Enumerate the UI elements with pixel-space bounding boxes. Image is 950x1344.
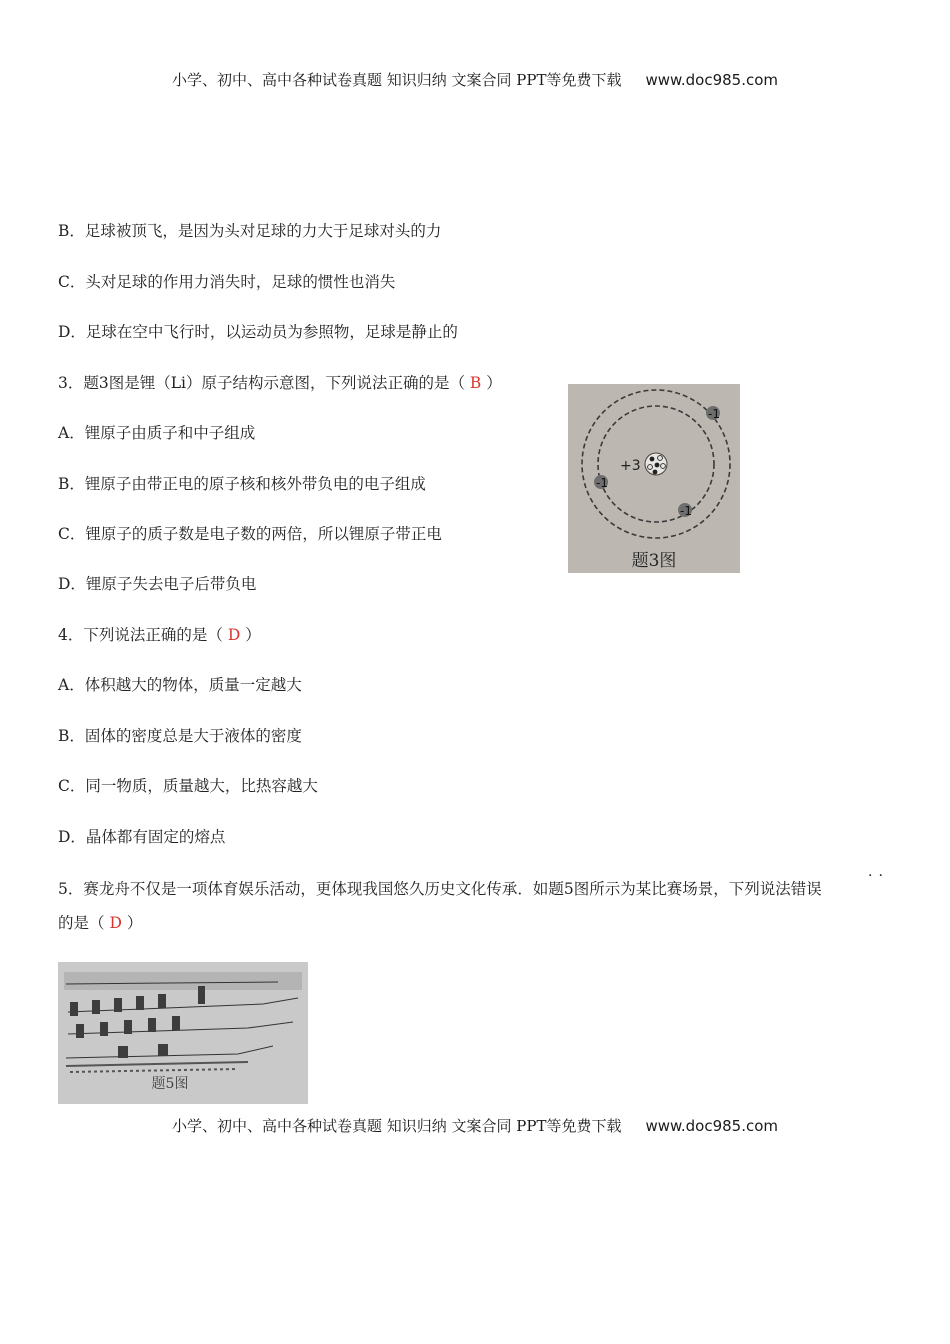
q4-option-b: B．固体的密度总是大于液体的密度 <box>58 727 302 745</box>
q4-stem-text: 4．下列说法正确的是（ <box>58 626 223 644</box>
q4-option-c: C．同一物质，质量越大，比热容越大 <box>58 777 318 795</box>
q2-option-c: C．头对足球的作用力消失时，足球的惯性也消失 <box>58 273 396 291</box>
svg-text:-1: -1 <box>708 407 720 421</box>
q5-stem-line1: 5．赛龙舟不仅是一项体育娱乐活动，更体现我国悠久历史文化传承．如题5图所示为某比赛场景，下列说法错误 <box>58 880 822 898</box>
q3-answer: B <box>469 374 482 392</box>
page-footer <box>0 1115 950 1136</box>
svg-text:-1: -1 <box>596 476 608 490</box>
emphasis-dots: ·· <box>868 868 889 884</box>
q2-option-d: D．足球在空中飞行时，以运动员为参照物，足球是静止的 <box>58 323 458 341</box>
q3-stem <box>58 373 502 393</box>
q5-close-paren: ） <box>126 914 143 932</box>
q3-option-b: B．锂原子由带正电的原子核和核外带负电的电子组成 <box>58 475 426 493</box>
q2-option-b: B．足球被顶飞，是因为头对足球的力大于足球对头的力 <box>58 222 442 240</box>
q3-option-d: D．锂原子失去电子后带负电 <box>58 575 257 593</box>
figure5-caption: 题5图 <box>151 1076 189 1092</box>
header-text: 小学、初中、高中各种试卷真题 知识归纳 文案合同 PPT等免费下载 <box>171 71 622 89</box>
q3-close-paren: ） <box>486 374 502 392</box>
electron-3 <box>678 503 692 518</box>
figure3-caption: 题3图 <box>631 551 677 571</box>
q5-answer: D <box>109 914 122 932</box>
electron-2 <box>594 475 608 490</box>
header-site-link[interactable]: www.doc985.com <box>645 71 779 89</box>
q4-option-d: D．晶体都有固定的熔点 <box>58 828 226 846</box>
q4-answer: D <box>227 626 241 644</box>
dragon-boat-figure <box>58 962 308 1104</box>
q5-stem-line2 <box>58 913 142 933</box>
q4-option-a: A．体积越大的物体，质量一定越大 <box>58 676 302 694</box>
electron-1 <box>706 406 720 421</box>
q3-option-c: C．锂原子的质子数是电子数的两倍，所以锂原子带正电 <box>58 525 442 543</box>
q5-stem-text: 的是（ <box>58 914 105 932</box>
svg-text:-1: -1 <box>680 504 692 518</box>
lithium-atom-figure <box>568 384 740 573</box>
nucleus-charge-label: +3 <box>620 458 641 474</box>
footer-text: 小学、初中、高中各种试卷真题 知识归纳 文案合同 PPT等免费下载 <box>171 1117 622 1135</box>
q3-stem-text: 3．题3图是锂（Li）原子结构示意图，下列说法正确的是（ <box>58 374 465 392</box>
page-header <box>0 69 950 90</box>
q4-close-paren: ） <box>245 626 261 644</box>
q4-stem <box>58 625 261 645</box>
footer-site-link[interactable]: www.doc985.com <box>645 1117 779 1135</box>
q3-option-a: A．锂原子由质子和中子组成 <box>58 424 256 442</box>
